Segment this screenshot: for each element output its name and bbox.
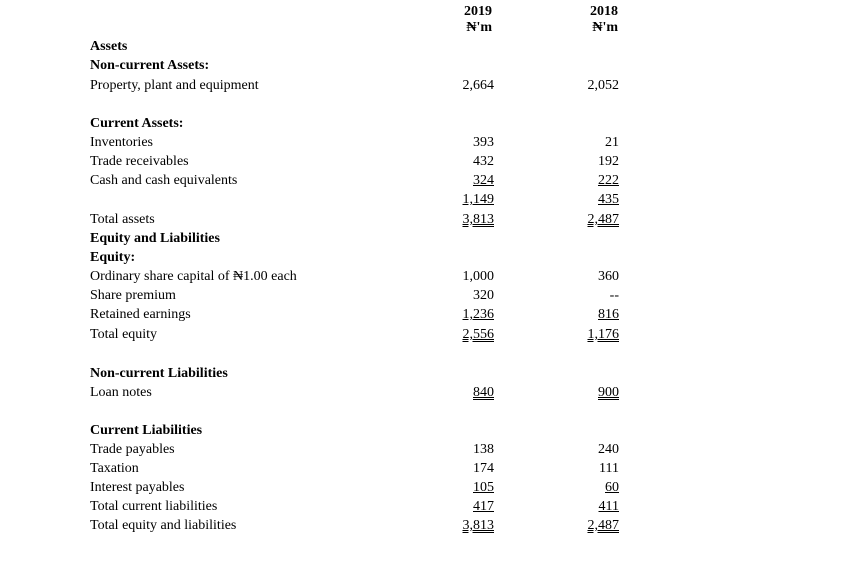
section-heading-equity: Equity:: [90, 250, 136, 265]
unit-header-2019: ₦'m: [466, 20, 492, 35]
row-label-retained-earnings: Retained earnings: [90, 307, 191, 322]
section-heading-current-assets: Current Assets:: [90, 116, 184, 131]
row-label-taxation: Taxation: [90, 461, 139, 476]
row-label-loan-notes: Loan notes: [90, 385, 152, 400]
section-heading-non-current-assets: Non-current Assets:: [90, 58, 210, 73]
value-2019-interest-payables: 105: [473, 480, 494, 495]
section-heading-current-liabilities: Current Liabilities: [90, 423, 203, 438]
row-label-trade-payables: Trade payables: [90, 442, 175, 457]
value-2019-share-premium: 320: [473, 288, 494, 303]
row-label-interest-payables: Interest payables: [90, 480, 185, 495]
value-2018-trade-payables: 240: [598, 442, 619, 457]
value-2018-ppe: 2,052: [587, 78, 619, 93]
value-2019-retained-earnings: 1,236: [462, 307, 494, 322]
value-2019-ppe: 2,664: [462, 78, 494, 93]
value-2018-loan-notes: 900: [598, 385, 619, 400]
value-2018-interest-payables: 60: [605, 480, 619, 495]
row-label-ppe: Property, plant and equipment: [90, 78, 259, 93]
row-label-cash: Cash and cash equivalents: [90, 173, 238, 188]
value-2019-cash: 324: [473, 173, 494, 188]
value-2019-taxation: 174: [473, 461, 494, 476]
row-label-total-assets: Total assets: [90, 212, 155, 227]
row-label-total-equity: Total equity: [90, 327, 158, 342]
unit-header-2018: ₦'m: [592, 20, 618, 35]
value-2018-share-capital: 360: [598, 269, 619, 284]
value-2018-total-equity: 1,176: [587, 327, 619, 342]
value-2018-current-assets-subtotal: 435: [598, 192, 619, 207]
section-heading-non-current-liabilities: Non-current Liabilities: [90, 366, 228, 381]
year-header-2018: 2018: [590, 4, 618, 19]
row-label-total-equity-and-liabilities: Total equity and liabilities: [90, 518, 237, 533]
value-2019-total-assets: 3,813: [462, 212, 494, 227]
row-label-share-premium: Share premium: [90, 288, 176, 303]
value-2018-retained-earnings: 816: [598, 307, 619, 322]
value-2019-total-equity: 2,556: [462, 327, 494, 342]
value-2018-taxation: 111: [599, 461, 619, 476]
value-2018-trade-receivables: 192: [598, 154, 619, 169]
row-label-share-capital: Ordinary share capital of ₦1.00 each: [90, 269, 297, 284]
value-2018-total-current-liabilities: 411: [598, 499, 619, 514]
row-label-total-current-liabilities: Total current liabilities: [90, 499, 218, 514]
value-2018-total-assets: 2,487: [587, 212, 619, 227]
value-2019-loan-notes: 840: [473, 385, 494, 400]
value-2018-inventories: 21: [605, 135, 619, 150]
value-2019-inventories: 393: [473, 135, 494, 150]
value-2019-total-equity-and-liabilities: 3,813: [462, 518, 494, 533]
section-heading-assets: Assets: [90, 39, 128, 54]
value-2019-total-current-liabilities: 417: [473, 499, 494, 514]
value-2019-share-capital: 1,000: [462, 269, 494, 284]
row-label-trade-receivables: Trade receivables: [90, 154, 189, 169]
value-2019-trade-receivables: 432: [473, 154, 494, 169]
value-2019-trade-payables: 138: [473, 442, 494, 457]
value-2018-cash: 222: [598, 173, 619, 188]
value-2018-total-equity-and-liabilities: 2,487: [587, 518, 619, 533]
section-heading-equity-and-liabilities: Equity and Liabilities: [90, 231, 220, 246]
value-2018-share-premium: --: [609, 288, 619, 303]
year-header-2019: 2019: [464, 4, 492, 19]
value-2019-current-assets-subtotal: 1,149: [462, 192, 494, 207]
row-label-inventories: Inventories: [90, 135, 153, 150]
